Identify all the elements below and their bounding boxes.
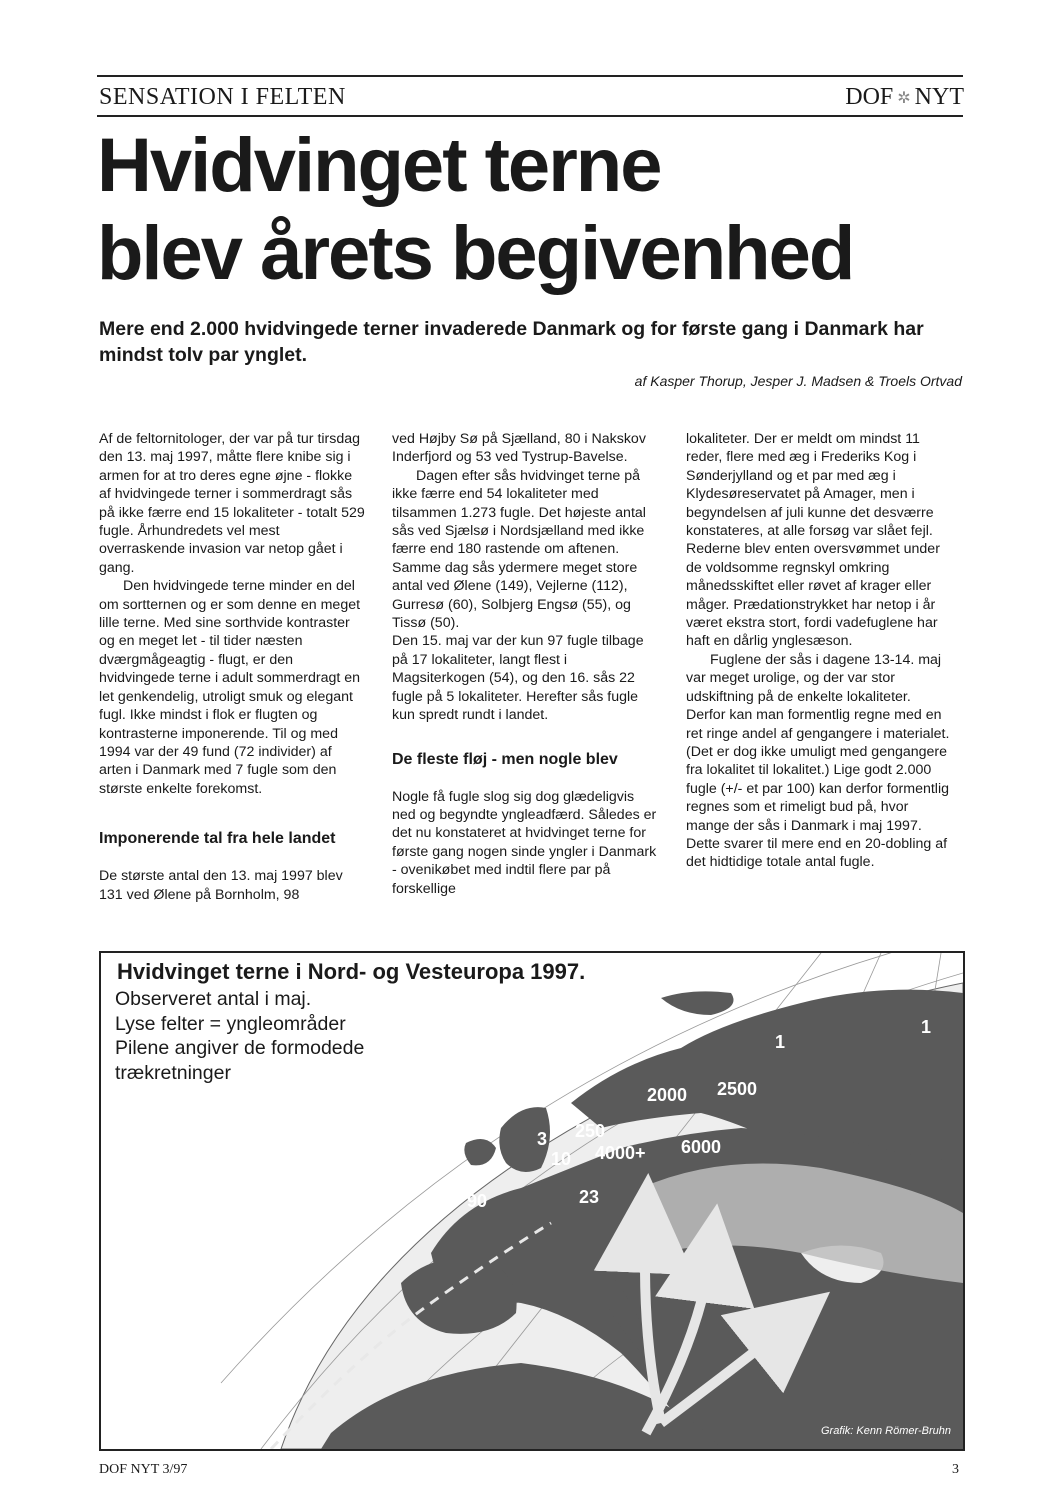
logo-star-icon: ✲	[897, 90, 911, 108]
page-number: 3	[952, 1462, 959, 1477]
paragraph: Dagen efter sås hvidvinget terne på ikke færre end 54 lokaliteter med tilsammen 1.273 fugle. Det højeste antal sås ved Sjælsø i Nordsjælland med ikke færre end 180 rastende om aftenen. Samme dag sås ydermere meget store antal ved Ølene (149), Vejlerne (112), Gurresø (60), Solbjerg Engsø (55), og Tissø (50).	[392, 467, 646, 632]
count-label: 250	[575, 1121, 606, 1141]
paragraph: Den hvidvingede terne minder en del om sortternen og er som denne en meget lille terne. Med sine sorthvide kontraster og en meget let - til tider næsten dværgmågeagtig - flugt, er den hvidvingede terne i adult sommerdragt en let genkendelig, utroligt smuk og elegant fugl. Ikke mindst i flok er flugten og kontrasterne imponerende. Til og med 1994 var der 49 fund (72 individer) af arten i Danmark med 7 fugle som den største enkelte forekomst.	[99, 578, 361, 797]
ireland-land	[464, 1139, 496, 1165]
count-label: 1	[657, 1015, 668, 1035]
header-rule-top	[97, 75, 963, 77]
legend-line: Observeret antal i maj.	[115, 988, 312, 1010]
title-line-2: blev årets begivenhed	[97, 211, 854, 296]
text-column-2	[392, 430, 660, 898]
article-title	[97, 122, 977, 298]
text-column-1	[99, 430, 367, 904]
subheading: Imponerende tal fra hele landet	[99, 830, 336, 848]
paragraph: De største antal den 13. maj 1997 blev 131 ved Ølene på Bornholm, 98	[99, 868, 343, 903]
section-label: SENSATION I FELTEN	[99, 84, 346, 110]
subheading: De fleste fløj - men nogle blev	[392, 750, 618, 768]
footer-issue: DOF NYT 3/97	[99, 1462, 188, 1477]
magazine-name-left: DOF	[845, 84, 894, 110]
count-label: 6000	[681, 1137, 722, 1157]
count-label: 2500	[717, 1079, 758, 1099]
count-label: 4000+	[595, 1143, 646, 1163]
paragraph: Nogle få fugle slog sig dog glædeligvis ned og begyndte yngleadfærd. Således er det nu konstateret at hvidvinget terne for første gang nogen sinde yngler i Danmark - ovenikøbet med indtil flere par på forskellige	[392, 788, 657, 897]
byline: af Kasper Thorup, Jesper J. Madsen & Troels Ortvad	[634, 373, 962, 389]
header-rule-bottom	[97, 115, 963, 117]
legend-line: trækretninger	[115, 1061, 231, 1084]
paragraph: ved Højby Sø på Sjælland, 80 i Nakskov Inderfjord og 53 ved Tystrup-Bavelse.	[392, 431, 646, 466]
text-column-3	[686, 430, 954, 872]
iceland-land	[661, 991, 734, 1015]
count-label: 23	[579, 1187, 600, 1207]
map-title: Hvidvinget terne i Nord- og Vesteuropa 1997.	[113, 959, 589, 985]
count-label: 90	[467, 1191, 488, 1211]
magazine-name-right: NYT	[914, 84, 964, 110]
count-label: 2000	[647, 1085, 688, 1105]
count-label: 1	[775, 1032, 786, 1052]
paragraph: Af de feltornitologer, der var på tur tirsdag den 13. maj 1997, måtte flere knibe sig i armen for at tro deres egne øjne - flokke af hvidvingede terner i sommerdragt sås på ikke færre end 15 lokaliteter - totalt 529 fugle. Århundredets vel mest overraskende invasion var netop gået i gang.	[99, 431, 365, 576]
article-lead: Mere end 2.000 hvidvingede terner invaderede Danmark og for første gang i Danmark har mindst tolv par ynglet.	[99, 318, 924, 366]
map-figure	[99, 951, 965, 1451]
paragraph: Den 15. maj var der kun 97 fugle tilbage på 17 lokaliteter, langt flest i Magsiterkogen (54), og den 16. sås 22 fugle på 5 lokaliteter. Herefter sås fugle kun spredt rundt i landet.	[392, 633, 644, 724]
count-label: 3	[537, 1129, 548, 1149]
paragraph: Fuglene der sås i dagene 13-14. maj var meget urolige, og der var stor udskiftning på de enkelte lokaliteter. Derfor kan man formentlig regne med en ret ringe andel af gengangere i materialet. (Det er dog ikke umuligt med gengangere fra lokalitet til lokalitet.) Lige godt 2.000 fugle (+/- et par 100) kan derfor formentlig regnes som et rimeligt bud på, hvor mange der sås i Danmark i maj 1997. Dette svarer til mere end en 20-dobling af det hidtidige totale antal fugle.	[686, 651, 950, 871]
graphic-credit: Grafik: Kenn Römer-Bruhn	[820, 1425, 951, 1437]
count-label: 10	[551, 1149, 572, 1169]
legend-line: Lyse felter = yngleområder	[115, 1012, 346, 1035]
count-label: 1	[921, 1017, 932, 1037]
title-line-1: Hvidvinget terne	[97, 123, 661, 208]
map-legend	[115, 987, 364, 1085]
paragraph: lokaliteter. Der er meldt om mindst 11 reder, flere med æg i Frederiks Kog i Sønderjylland og et par med æg i Klydesøreservatet på Amager, men i begyndelsen af juli kunne det desværre konstateres, at alle forsøg var slået fejl. Rederne blev enten oversvømmet under de voldsomme regnskyl omkring månedsskiftet eller røvet af krager eller måger. Prædationstrykket har netop i år været ekstra stort, fordi vadefuglene har haft en dårlig ynglesæson.	[686, 431, 940, 650]
legend-line: Pilene angiver de formodede	[115, 1037, 365, 1059]
magazine-name	[845, 84, 964, 111]
